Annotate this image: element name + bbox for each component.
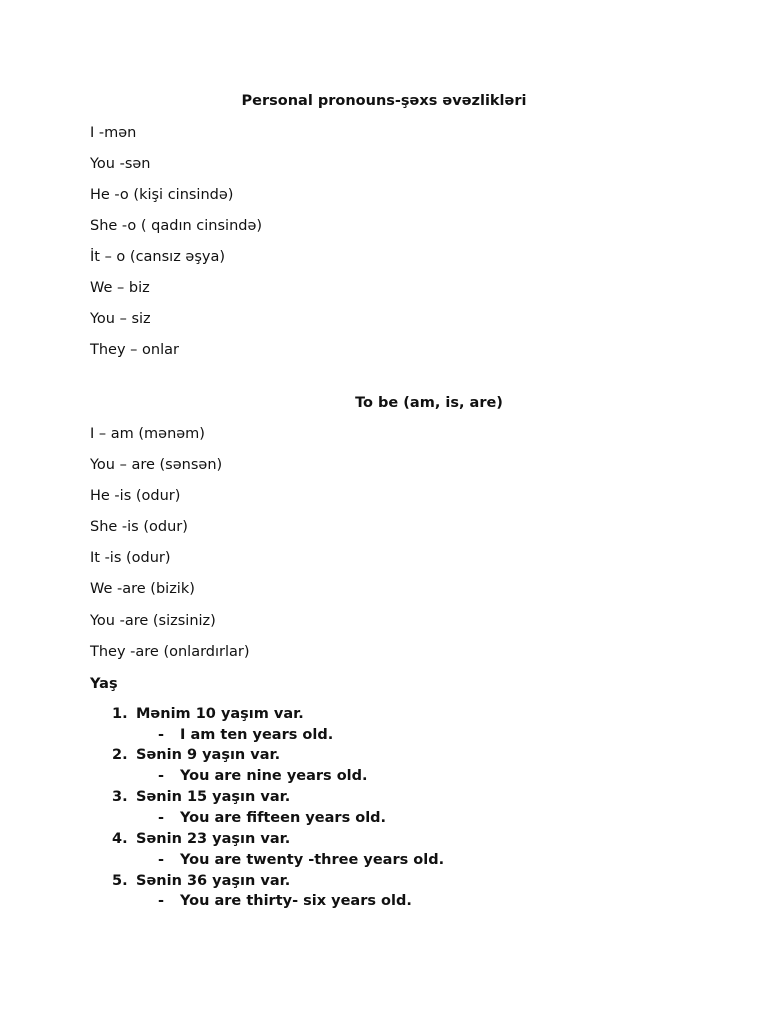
list-item — [112, 788, 290, 806]
to-be-line: We -are (bizik) — [90, 581, 195, 597]
dash-bullet: - — [158, 810, 165, 826]
list-item-text: Sənin 23 yaşın var. — [136, 831, 291, 847]
to-be-line: I – am (mənəm) — [90, 426, 205, 442]
list-item-text: Sənin 9 yaşın var. — [136, 747, 281, 763]
pronoun-line: İt – o (cansız əşya) — [90, 249, 226, 265]
translation-text: You are nine years old. — [180, 768, 368, 784]
list-item-text: Mənim 10 yaşım var. — [136, 706, 304, 722]
to-be-line: They -are (onlardırlar) — [90, 644, 250, 660]
pronoun-line: You -sən — [90, 156, 151, 172]
to-be-line: It -is (odur) — [90, 550, 171, 566]
list-item-translation — [158, 767, 368, 785]
to-be-line: You – are (sənsən) — [90, 457, 223, 473]
dash-bullet: - — [158, 727, 165, 743]
list-item-number: 3. — [112, 789, 128, 805]
list-item — [112, 830, 290, 848]
to-be-line: You -are (sizsiniz) — [90, 613, 216, 629]
translation-text: You are twenty -three years old. — [180, 852, 445, 868]
section1-title: Personal pronouns-şəxs əvəzlikləri — [241, 93, 527, 109]
list-item-translation — [158, 851, 444, 869]
list-item — [112, 705, 304, 723]
pronoun-line: You – siz — [90, 311, 151, 327]
list-item-translation — [158, 726, 333, 744]
pronoun-line: She -o ( qadın cinsində) — [90, 218, 263, 234]
pronoun-line: They – onlar — [90, 342, 179, 358]
dash-bullet: - — [158, 768, 165, 784]
to-be-line: She -is (odur) — [90, 519, 188, 535]
dash-bullet: - — [158, 852, 165, 868]
list-item-number: 5. — [112, 873, 128, 889]
list-item — [112, 872, 290, 890]
translation-text: You are fifteen years old. — [180, 810, 387, 826]
list-item — [112, 746, 280, 764]
list-item-translation — [158, 892, 412, 910]
pronoun-line: I -mən — [90, 125, 137, 141]
age-heading: Yaş — [90, 676, 118, 692]
translation-text: I am ten years old. — [180, 727, 334, 743]
translation-text: You are thirty- six years old. — [180, 893, 412, 909]
dash-bullet: - — [158, 893, 165, 909]
pronoun-line: He -o (kişi cinsində) — [90, 187, 234, 203]
list-item-number: 2. — [112, 747, 128, 763]
list-item-text: Sənin 15 yaşın var. — [136, 789, 291, 805]
list-item-translation — [158, 809, 386, 827]
pronoun-line: We – biz — [90, 280, 150, 296]
list-item-number: 1. — [112, 706, 128, 722]
list-item-text: Sənin 36 yaşın var. — [136, 873, 291, 889]
section2-title: To be (am, is, are) — [355, 395, 503, 411]
to-be-line: He -is (odur) — [90, 488, 181, 504]
list-item-number: 4. — [112, 831, 128, 847]
